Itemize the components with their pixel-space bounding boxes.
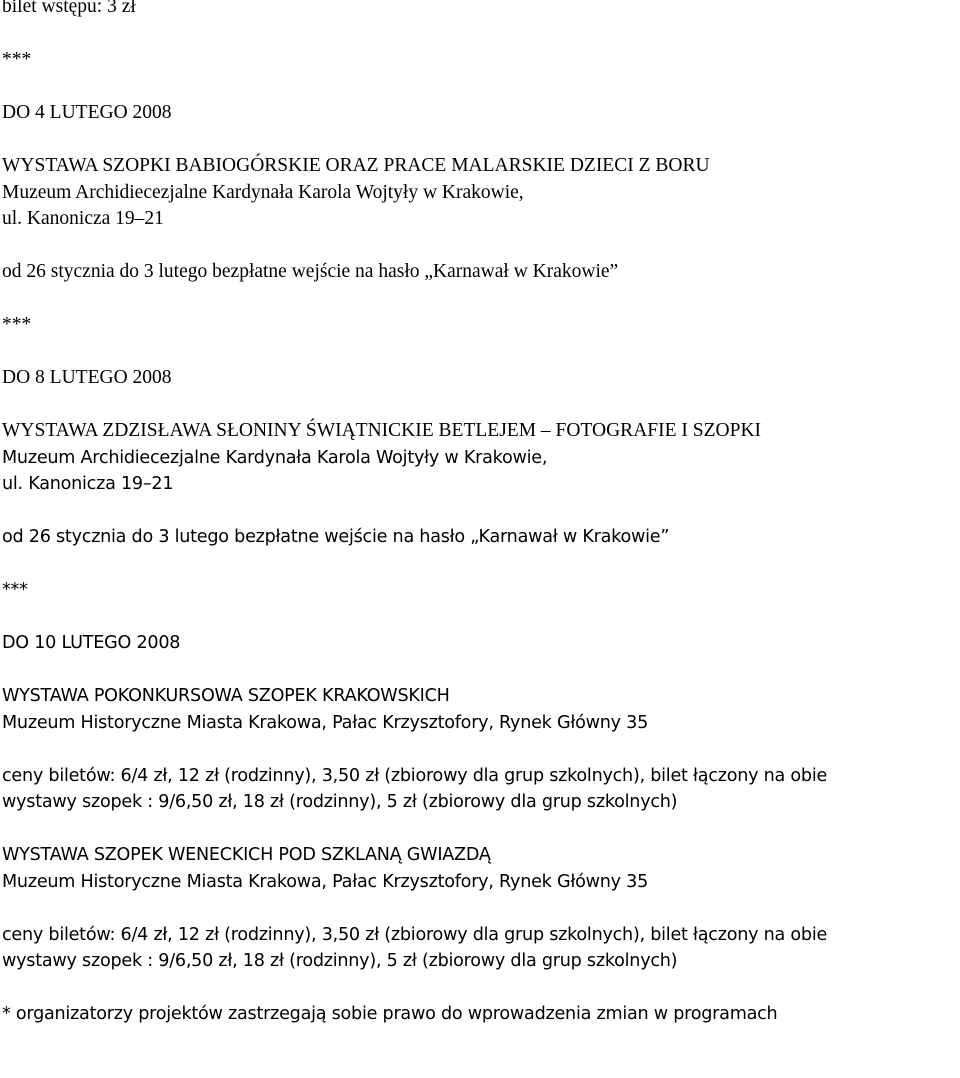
ticket-prices-line: wystawy szopek : 9/6,50 zł, 18 zł (rodzinny), 5 zł (zbiorowy dla grup szkolnych) xyxy=(2,792,678,812)
spacer xyxy=(2,21,958,48)
spacer xyxy=(2,816,958,843)
exhibition-title: WYSTAWA ZDZISŁAWA SŁONINY ŚWIĄTNICKIE BETLEJEM – FOTOGRAFIE I SZOPKI xyxy=(2,420,762,441)
exhibition-title: WYSTAWA POKONKURSOWA SZOPEK KRAKOWSKICH xyxy=(2,686,450,706)
date-heading: DO 10 LUTEGO 2008 xyxy=(2,633,181,653)
section-separator: *** xyxy=(2,580,28,600)
venue-line: Muzeum Historyczne Miasta Krakowa, Pałac Krzysztofory, Rynek Główny 35 xyxy=(2,871,649,892)
spacer xyxy=(2,127,958,154)
spacer xyxy=(2,895,958,922)
spacer xyxy=(2,498,958,525)
ticket-prices-line: wystawy szopek : 9/6,50 zł, 18 zł (rodzinny), 5 zł (zbiorowy dla grup szkolnych) xyxy=(2,951,678,971)
date-heading: DO 8 LUTEGO 2008 xyxy=(2,367,172,388)
document-body xyxy=(2,0,958,1028)
ticket-prices-line: ceny biletów: 6/4 zł, 12 zł (rodzinny), 3,50 zł (zbiorowy dla grup szkolnych), bilet łączony na obie xyxy=(2,765,828,786)
spacer xyxy=(2,286,958,313)
admission-note: od 26 stycznia do 3 lutego bezpłatne wejście na hasło „Karnawał w Krakowie” xyxy=(2,261,619,282)
venue-line: Muzeum Archidiecezjalne Kardynała Karola Wojtyły w Krakowie, xyxy=(2,181,524,203)
spacer xyxy=(2,657,958,684)
address-line: ul. Kanonicza 19–21 xyxy=(2,474,174,494)
spacer xyxy=(2,551,958,578)
spacer xyxy=(2,392,958,419)
venue-line: Muzeum Historyczne Miasta Krakowa, Pałac Krzysztofory, Rynek Główny 35 xyxy=(2,712,649,733)
address-line: ul. Kanonicza 19–21 xyxy=(2,208,164,229)
spacer xyxy=(2,604,958,631)
section-separator: *** xyxy=(2,314,32,335)
footnote: * organizatorzy projektów zastrzegają sobie prawo do wprowadzenia zmian w programach xyxy=(2,1004,778,1024)
exhibition-title: WYSTAWA SZOPKI BABIOGÓRSKIE ORAZ PRACE MALARSKIE DZIECI Z BORU xyxy=(2,155,710,176)
spacer xyxy=(2,736,958,763)
spacer xyxy=(2,975,958,1002)
ticket-prices-line: ceny biletów: 6/4 zł, 12 zł (rodzinny), 3,50 zł (zbiorowy dla grup szkolnych), bilet łączony na obie xyxy=(2,924,828,945)
spacer xyxy=(2,74,958,101)
date-heading: DO 4 LUTEGO 2008 xyxy=(2,102,172,123)
venue-line: Muzeum Archidiecezjalne Kardynała Karola Wojtyły w Krakowie, xyxy=(2,447,548,468)
spacer xyxy=(2,233,958,260)
spacer xyxy=(2,339,958,366)
ticket-price-line: bilet wstępu: 3 zł xyxy=(2,0,136,17)
exhibition-title: WYSTAWA SZOPEK WENECKICH POD SZKLANĄ GWIAZDĄ xyxy=(2,845,491,865)
admission-note: od 26 stycznia do 3 lutego bezpłatne wejście na hasło „Karnawał w Krakowie” xyxy=(2,527,670,547)
section-separator: *** xyxy=(2,49,32,70)
